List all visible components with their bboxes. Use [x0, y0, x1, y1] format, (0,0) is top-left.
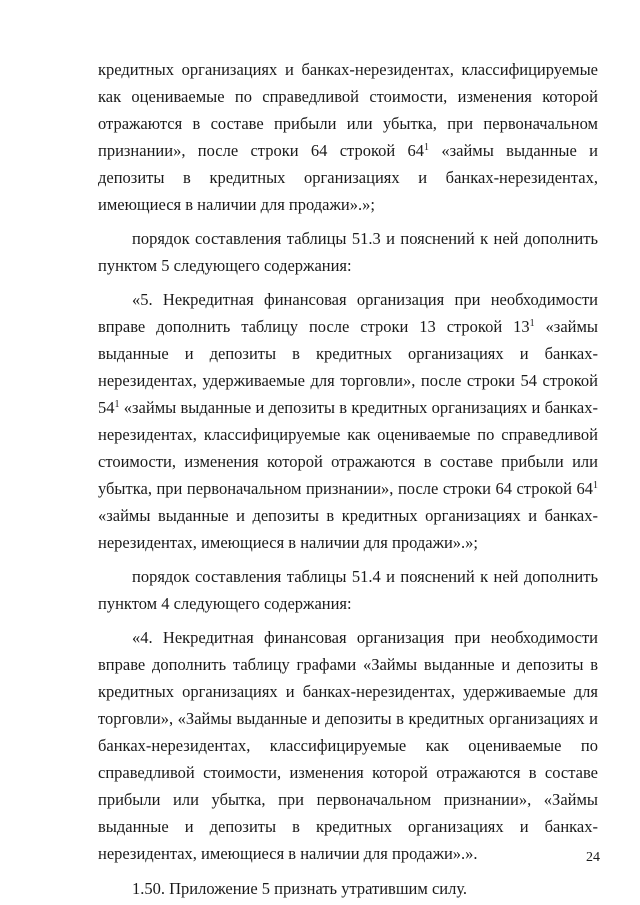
paragraph-point-5: [98, 286, 598, 556]
paragraph-text: «5. Некредитная финансовая организация при необходимости вправе дополнить таблицу после строки 13 строкой 13: [98, 290, 598, 336]
paragraph-amendment-51-3-intro: [98, 225, 598, 279]
footnote-superscript: 1: [593, 480, 598, 491]
paragraph-text: «займы выданные и депозиты в кредитных организациях и банках-нерезидентах, удерживаемые для торговли», после строки 54 строкой 54: [98, 317, 598, 417]
paragraph-continuation: [98, 56, 598, 218]
paragraph-1-50: [98, 875, 598, 902]
paragraph-text: 1.50. Приложение 5 признать утратившим силу.: [132, 879, 468, 898]
footnote-superscript: 1: [114, 399, 120, 410]
paragraph-text: порядок составления таблицы 51.3 и пояснений к ней дополнить пунктом 5 следующего содержания:: [98, 229, 598, 275]
body-text: [98, 56, 598, 902]
paragraph-text: «займы выданные и депозиты в кредитных организациях и банках-нерезидентах, имеющиеся в наличии для продажи».»;: [98, 141, 598, 214]
footnote-superscript: 1: [424, 142, 430, 153]
paragraph-text: порядок составления таблицы 51.4 и пояснений к ней дополнить пунктом 4 следующего содержания:: [98, 567, 598, 613]
paragraph-amendment-51-4-intro: [98, 563, 598, 617]
paragraph-point-4: [98, 624, 598, 867]
footnote-superscript: 1: [529, 318, 535, 329]
page-number: 24: [586, 850, 600, 865]
paragraph-text: «займы выданные и депозиты в кредитных организациях и банках-нерезидентах, имеющиеся в наличии для продажи».»;: [98, 506, 598, 552]
paragraph-text: «4. Некредитная финансовая организация при необходимости вправе дополнить таблицу графами «Займы выданные и депозиты в кредитных организациях и банках-нерезидентах, удерживаемые для торговли», «Займы выданные и депозиты в кредитных организациях и банках-нерезидентах, классифицируемые как оцениваемые по справедливой стоимости, изменения которой отражаются в составе прибыли или убытка, при первоначальном признании», «Займы выданные и депозиты в кредитных организациях и банках-нерезидентах, имеющиеся в наличии для продажи».».: [98, 628, 598, 863]
paragraph-text: кредитных организациях и банках-нерезидентах, классифицируемые как оцениваемые по справедливой стоимости, изменения которой отражаются в составе прибыли или убытка, при первоначальном признании», после строки 64 строкой 64: [98, 60, 598, 160]
paragraph-text: «займы выданные и депозиты в кредитных организациях и банках-нерезидентах, классифицируемые как оцениваемые по справедливой стоимости, изменения которой отражаются в составе прибыли или убытка, при первоначальном признании», после строки 64 строкой 64: [98, 398, 598, 498]
